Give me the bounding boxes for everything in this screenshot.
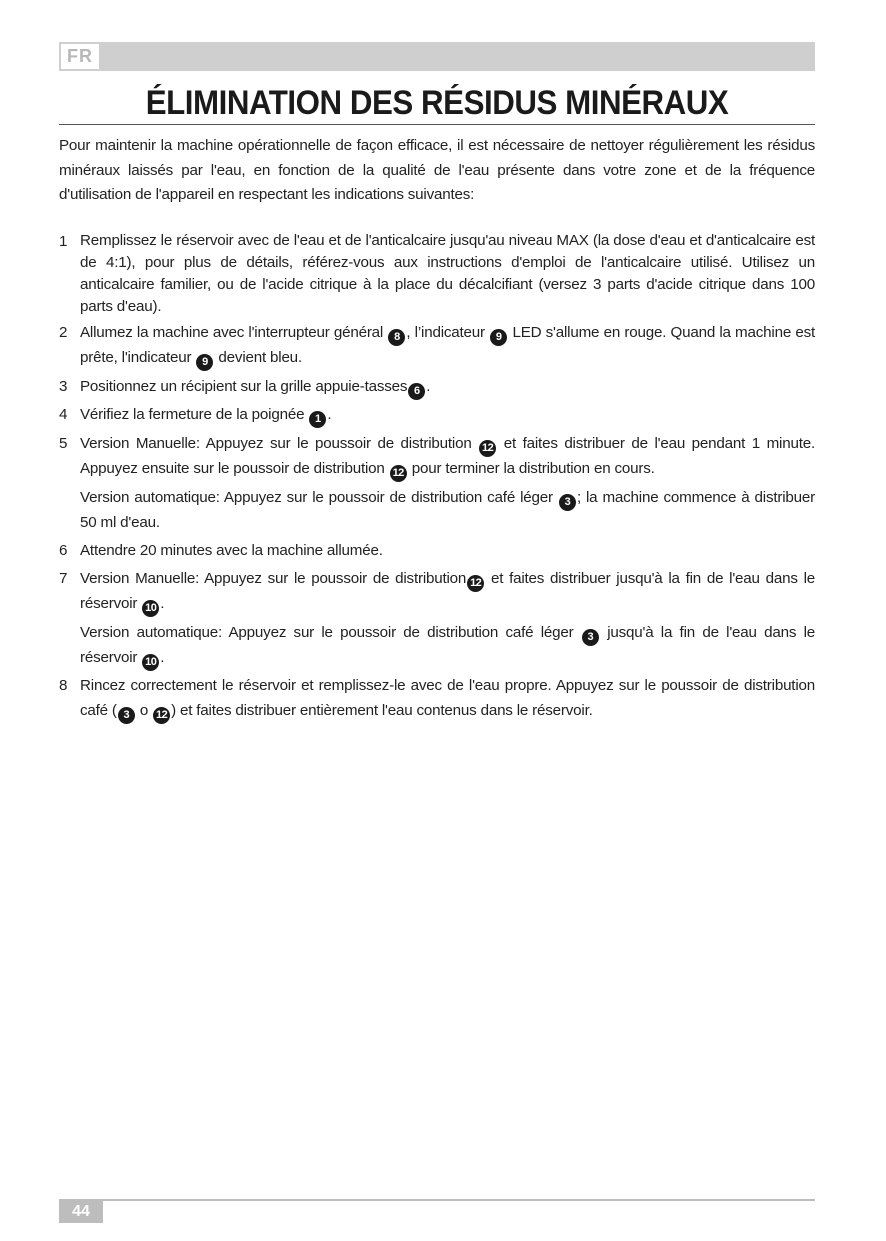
text-run: et faites distribuer de l'eau pendant 1 minute. Appuyez ensuite sur le poussoir de distribution — [80, 434, 815, 477]
step-number: 3 — [59, 377, 68, 395]
step-text: Attendre 20 minutes avec la machine allumée. — [80, 541, 383, 559]
text-run: jusqu'à la fin de l'eau dans le réservoir — [80, 623, 815, 666]
step-8 — [59, 674, 815, 724]
text-run: . — [327, 406, 332, 423]
text-run: Vérifiez la fermeture de la poignée — [80, 406, 309, 423]
ref-number-badge: 10 — [142, 654, 159, 671]
text-run: devient bleu. — [214, 349, 302, 366]
step-text — [80, 403, 815, 428]
step-5 — [59, 432, 815, 536]
step-1 — [59, 230, 815, 318]
step-6 — [59, 539, 815, 564]
ref-number-badge: 8 — [388, 329, 405, 346]
page-title: ÉLIMINATION DES RÉSIDUS MINÉRAUX — [145, 84, 729, 122]
text-run: Version Manuelle: Appuyez sur le poussoir de distribution — [80, 434, 479, 452]
text-run: LED s'allume en rouge. Quand la machine est prête, l'indicateur — [80, 324, 815, 366]
text-run: ) et faites distribuer entièrement l'eau contenus dans le réservoir. — [171, 701, 593, 719]
step-number: 6 — [59, 541, 68, 559]
language-tag: FR — [59, 42, 101, 71]
text-run: o — [135, 701, 153, 719]
text-run: Version Manuelle: Appuyez sur le poussoir de distribution — [80, 569, 467, 587]
step-2 — [59, 321, 815, 371]
step-4 — [59, 403, 815, 428]
text-run: et faites distribuer jusqu'à la fin de l'eau dans le réservoir — [80, 569, 815, 612]
intro-paragraph: Pour maintenir la machine opérationnelle de façon efficace, il est nécessaire de nettoyer régulièrement les résidus minéraux laissés par l'eau, en fonction de la qualité de l'eau présente dans votre zone et de la fréquence d'utilisation de l'appareil en respectant les indications suivantes: — [59, 137, 815, 203]
step-text: Remplissez le réservoir avec de l'eau et de l'anticalcaire jusqu'au niveau MAX (la dose d'eau et d'anticalcaire est de 4:1), pour plus de détails, référez-vous aux instructions d'emploi de l'anticalcaire utilisé. Utilisez un anticalcaire familier, ou de l'acide citrique à la place du décalcifiant (versez 3 parts d'acide citrique dans 100 parts d'eau). — [80, 231, 815, 315]
text-run: Positionnez un récipient sur la grille appuie-tasses — [80, 377, 408, 395]
step-text — [80, 674, 815, 724]
ref-number-badge: 12 — [479, 440, 496, 457]
text-run: . — [160, 648, 165, 666]
step-3 — [59, 375, 815, 400]
step-number: 8 — [59, 677, 68, 694]
ref-number-badge: 12 — [467, 575, 484, 592]
text-run: . — [426, 377, 431, 395]
step-text — [80, 321, 815, 371]
text-run: Version automatique: Appuyez sur le poussoir de distribution café léger — [80, 488, 558, 506]
title-divider — [59, 124, 815, 125]
step-text-manual — [80, 432, 815, 482]
text-run: , l’indicateur — [406, 324, 490, 341]
step-number: 4 — [59, 406, 68, 423]
step-number: 5 — [59, 434, 68, 452]
step-number: 7 — [59, 569, 68, 587]
step-7 — [59, 567, 815, 671]
main-content — [59, 134, 815, 727]
steps-list — [59, 230, 815, 724]
text-run: . — [160, 594, 165, 612]
ref-number-badge: 9 — [490, 329, 507, 346]
step-text-automatic — [80, 621, 815, 671]
text-run: ; la machine commence à distribuer 50 ml d'eau. — [80, 488, 815, 531]
ref-number-badge: 3 — [582, 629, 599, 646]
step-number: 2 — [59, 324, 68, 341]
header-bar — [59, 42, 815, 71]
ref-number-badge: 6 — [408, 383, 425, 400]
ref-number-badge: 12 — [153, 707, 170, 724]
text-run: Rincez correctement le réservoir et remplissez-le avec de l'eau propre. Appuyez sur le poussoir de distribution café ( — [80, 677, 815, 719]
ref-number-badge: 3 — [118, 707, 135, 724]
page-number: 44 — [59, 1201, 103, 1223]
text-run: pour terminer la distribution en cours. — [407, 459, 655, 477]
ref-number-badge: 9 — [196, 354, 213, 371]
text-run: Allumez la machine avec l'interrupteur général — [80, 324, 388, 341]
footer-rule — [59, 1199, 815, 1201]
text-run: Version automatique: Appuyez sur le poussoir de distribution café léger — [80, 623, 581, 641]
ref-number-badge: 1 — [309, 411, 326, 428]
step-text-automatic — [80, 486, 815, 536]
ref-number-badge: 3 — [559, 494, 576, 511]
step-text-manual — [80, 567, 815, 617]
step-text — [80, 375, 815, 400]
step-number: 1 — [59, 232, 68, 250]
ref-number-badge: 12 — [390, 465, 407, 482]
ref-number-badge: 10 — [142, 600, 159, 617]
